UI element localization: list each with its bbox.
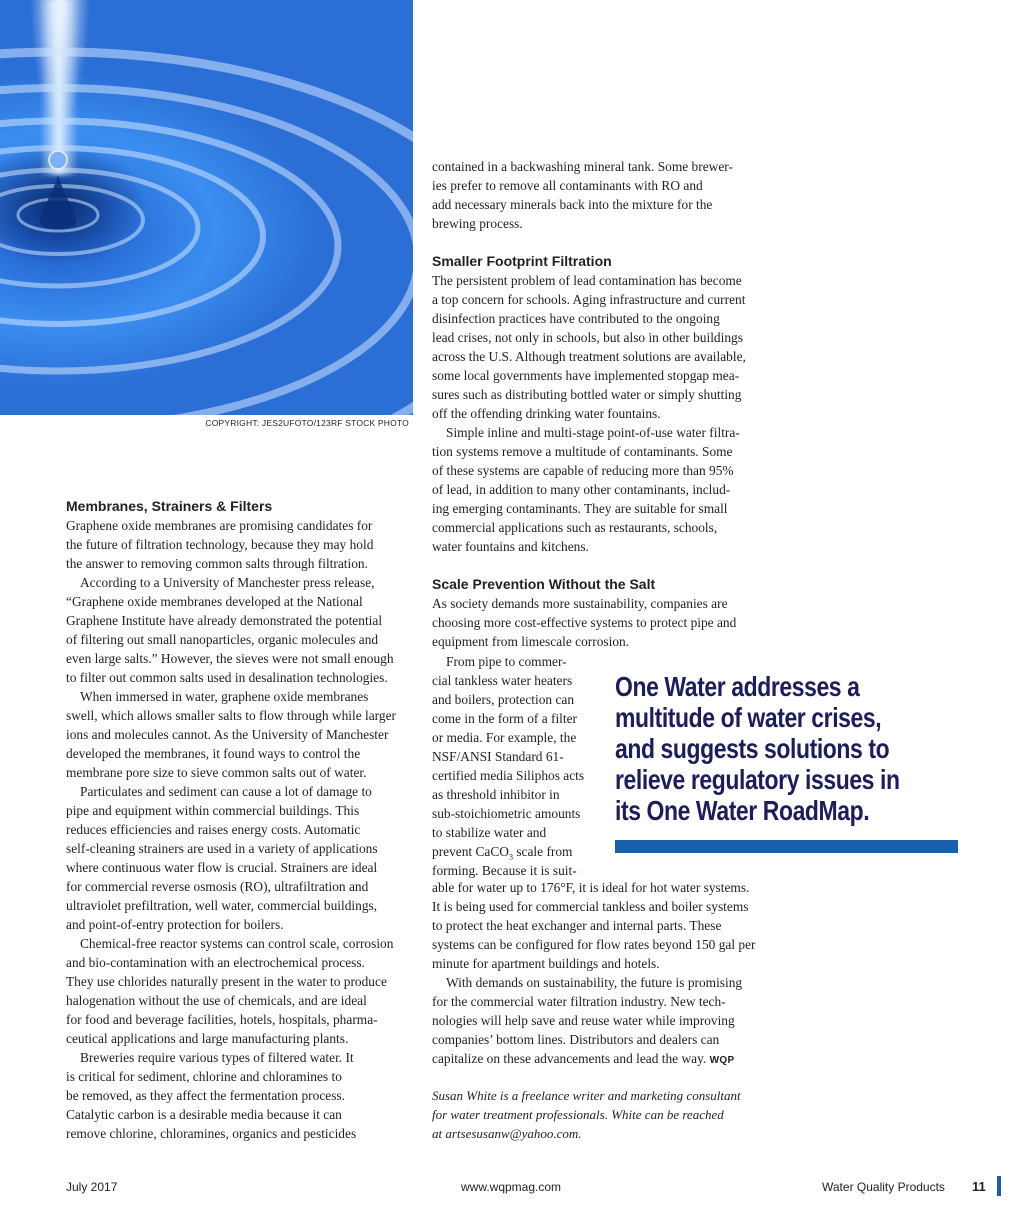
pull-quote-line: relieve regulatory issues in <box>615 764 900 795</box>
paragraph <box>66 573 411 687</box>
pull-quote-line: multitude of water crises, <box>615 702 882 733</box>
text-line: It is being used for commercial tankless and boiler systems <box>432 899 749 914</box>
text-line: ions and molecules cannot. As the University of Manchester <box>66 727 389 742</box>
text-line: Particulates and sediment can cause a lot of damage to <box>80 784 372 799</box>
wqp-end-mark: WQP <box>709 1055 735 1066</box>
page-number: 11 <box>972 1179 986 1194</box>
text-line: remove chlorine, chloramines, organics and pesticides <box>66 1126 357 1141</box>
heading-smaller-footprint: Smaller Footprint Filtration <box>432 253 612 269</box>
heading-scale-prevention: Scale Prevention Without the Salt <box>432 576 656 592</box>
text-line: sures such as distributing bottled water or simply shutting <box>432 387 742 402</box>
bio-line: at artsesusanw@yahoo.com. <box>432 1126 582 1141</box>
caco-prefix: prevent CaCO <box>432 844 509 859</box>
text-line: Catalytic carbon is a desirable media because it can <box>66 1107 342 1122</box>
text-line: Graphene oxide membranes are promising candidates for <box>66 518 373 533</box>
footer-publication: Water Quality Products <box>822 1180 945 1194</box>
text-line: As society demands more sustainability, companies are <box>432 596 728 611</box>
text-line: nologies will help save and reuse water while improving <box>432 1013 735 1028</box>
heading-membranes: Membranes, Strainers & Filters <box>66 498 273 514</box>
text-line: come in the form of a filter <box>432 711 578 726</box>
paragraph <box>66 782 411 934</box>
text-line: minute for apartment buildings and hotels. <box>432 956 660 971</box>
text-line: halogenation without the use of chemicals, and are ideal <box>66 993 367 1008</box>
text-line: and point-of-entry protection for boilers. <box>66 917 284 932</box>
narrow-text-block <box>432 652 607 880</box>
paragraph <box>432 594 782 651</box>
right-column-lower <box>432 878 782 1070</box>
pull-quote-line: One Water addresses a <box>615 671 860 702</box>
text-line: of filtering out small nanoparticles, organic molecules and <box>66 632 379 647</box>
left-column <box>66 497 411 1143</box>
text-line <box>432 1049 782 1070</box>
text-line: choosing more cost-effective systems to protect pipe and <box>432 615 737 630</box>
text-line: where continuous water flow is crucial. Strainers are ideal <box>66 860 378 875</box>
text-line: companies’ bottom lines. Distributors and dealers can <box>432 1032 720 1047</box>
text-line: When immersed in water, graphene oxide membranes <box>80 689 369 704</box>
text-line: NSF/ANSI Standard 61- <box>432 749 564 764</box>
text-line: and boilers, protection can <box>432 692 575 707</box>
last-line-text: capitalize on these advancements and lead the way. <box>432 1051 707 1066</box>
text-line: With demands on sustainability, the future is promising <box>446 975 743 990</box>
text-line: cial tankless water heaters <box>432 673 573 688</box>
caco-suffix: scale from <box>512 844 573 859</box>
paragraph <box>66 934 411 1048</box>
text-line: even large salts.” However, the sieves were not small enough <box>66 651 394 666</box>
spacer <box>432 233 782 252</box>
text-line: of these systems are capable of reducing more than 95% <box>432 463 734 478</box>
text-line: reduces efficiencies and raises energy costs. Automatic <box>66 822 361 837</box>
paragraph <box>432 423 782 556</box>
text-line: as threshold inhibitor in <box>432 787 560 802</box>
text-line: or media. For example, the <box>432 730 577 745</box>
text-line: the future of filtration technology, because they may hold <box>66 537 374 552</box>
paragraph <box>432 878 782 973</box>
text-line: for commercial reverse osmosis (RO), ultrafiltration and <box>66 879 369 894</box>
text-line: Chemical-free reactor systems can control scale, corrosion <box>80 936 394 951</box>
paragraph <box>432 973 782 1070</box>
text-line: to protect the heat exchanger and internal parts. These <box>432 918 722 933</box>
text-line: lead crises, not only in schools, but also in other buildings <box>432 330 743 345</box>
pull-quote-line: its One Water RoadMap. <box>615 795 870 826</box>
text-line: contained in a backwashing mineral tank. Some brewer- <box>432 159 733 174</box>
text-line: ies prefer to remove all contaminants with RO and <box>432 178 703 193</box>
text-line: for the commercial water filtration industry. New tech- <box>432 994 726 1009</box>
pull-quote-rule <box>615 840 958 853</box>
paragraph <box>66 1048 411 1143</box>
text-line: to stabilize water and <box>432 825 547 840</box>
text-line: for food and beverage facilities, hotels, hospitals, pharma- <box>66 1012 378 1027</box>
paragraph <box>432 157 782 233</box>
text-line: Graphene Institute have already demonstrated the potential <box>66 613 383 628</box>
text-line: swell, which allows smaller salts to flow through while larger <box>66 708 396 723</box>
text-line: From pipe to commer- <box>446 654 567 669</box>
text-line: add necessary minerals back into the mixture for the <box>432 197 713 212</box>
text-line: “Graphene oxide membranes developed at the National <box>66 594 363 609</box>
text-line: to filter out common salts used in desalination technologies. <box>66 670 388 685</box>
text-line: Simple inline and multi-stage point-of-use water filtra- <box>446 425 740 440</box>
footer-accent-bar <box>997 1176 1001 1196</box>
paragraph <box>432 271 782 423</box>
text-line: ultraviolet prefiltration, well water, commercial buildings, <box>66 898 378 913</box>
text-line: brewing process. <box>432 216 523 231</box>
text-line: the answer to removing common salts through filtration. <box>66 556 368 571</box>
footer-url[interactable]: www.wqpmag.com <box>461 1180 562 1194</box>
footer-date: July 2017 <box>66 1180 118 1194</box>
text-line: They use chlorides naturally present in the water to produce <box>66 974 387 989</box>
text-line: sub-stoichiometric amounts <box>432 806 581 821</box>
text-line: pipe and equipment within commercial buildings. This <box>66 803 360 818</box>
right-column <box>432 157 782 651</box>
text-line: of lead, in addition to many other contaminants, includ- <box>432 482 731 497</box>
caco-subscript: 3 <box>508 852 513 862</box>
text-line: ing emerging contaminants. They are suitable for small <box>432 501 728 516</box>
ripple-rings <box>0 0 413 415</box>
text-line: tion systems remove a multitude of contaminants. Some <box>432 444 733 459</box>
text-line: some local governments have implemented stopgap mea- <box>432 368 740 383</box>
text-line: across the U.S. Although treatment solutions are available, <box>432 349 746 364</box>
water-droplet-photo <box>0 0 413 415</box>
text-line: commercial applications such as restaurants, schools, <box>432 520 718 535</box>
pull-quote-line: and suggests solutions to <box>615 733 890 764</box>
text-line: systems can be configured for flow rates beyond 150 gal per <box>432 937 756 952</box>
paragraph <box>66 687 411 782</box>
text-line: forming. Because it is suit- <box>432 863 577 878</box>
text-line: water fountains and kitchens. <box>432 539 589 554</box>
paragraph <box>66 516 411 573</box>
text-line: According to a University of Manchester press release, <box>80 575 375 590</box>
text-line: Breweries require various types of filtered water. It <box>80 1050 354 1065</box>
text-line: self-cleaning strainers are used in a variety of applications <box>66 841 378 856</box>
bio-line: for water treatment professionals. White can be reached <box>432 1107 724 1122</box>
text-line: and bio-contamination with an electrochemical process. <box>66 955 365 970</box>
author-bio <box>432 1086 782 1143</box>
text-line: The persistent problem of lead contamination has become <box>432 273 742 288</box>
pull-quote <box>615 671 910 826</box>
text-line: off the offending drinking water fountains. <box>432 406 661 421</box>
text-line: membrane pore size to sieve common salts out of water. <box>66 765 367 780</box>
text-line: equipment from limescale corrosion. <box>432 634 630 649</box>
text-line: ceutical applications and large manufacturing plants. <box>66 1031 349 1046</box>
text-line: be removed, as they affect the fermentation process. <box>66 1088 345 1103</box>
text-line: disinfection practices have contributed to the ongoing <box>432 311 720 326</box>
text-line: developed the membranes, it found ways to control the <box>66 746 361 761</box>
text-line: certified media Siliphos acts <box>432 768 585 783</box>
text-line <box>432 842 607 861</box>
bio-line: Susan White is a freelance writer and marketing consultant <box>432 1088 741 1103</box>
text-line: a top concern for schools. Aging infrastructure and current <box>432 292 746 307</box>
text-line: able for water up to 176°F, it is ideal for hot water systems. <box>432 880 750 895</box>
spacer <box>432 556 782 575</box>
photo-credit: COPYRIGHT: JES2UFOTO/123RF STOCK PHOTO <box>205 418 409 428</box>
text-line: is critical for sediment, chlorine and chloramines to <box>66 1069 342 1084</box>
